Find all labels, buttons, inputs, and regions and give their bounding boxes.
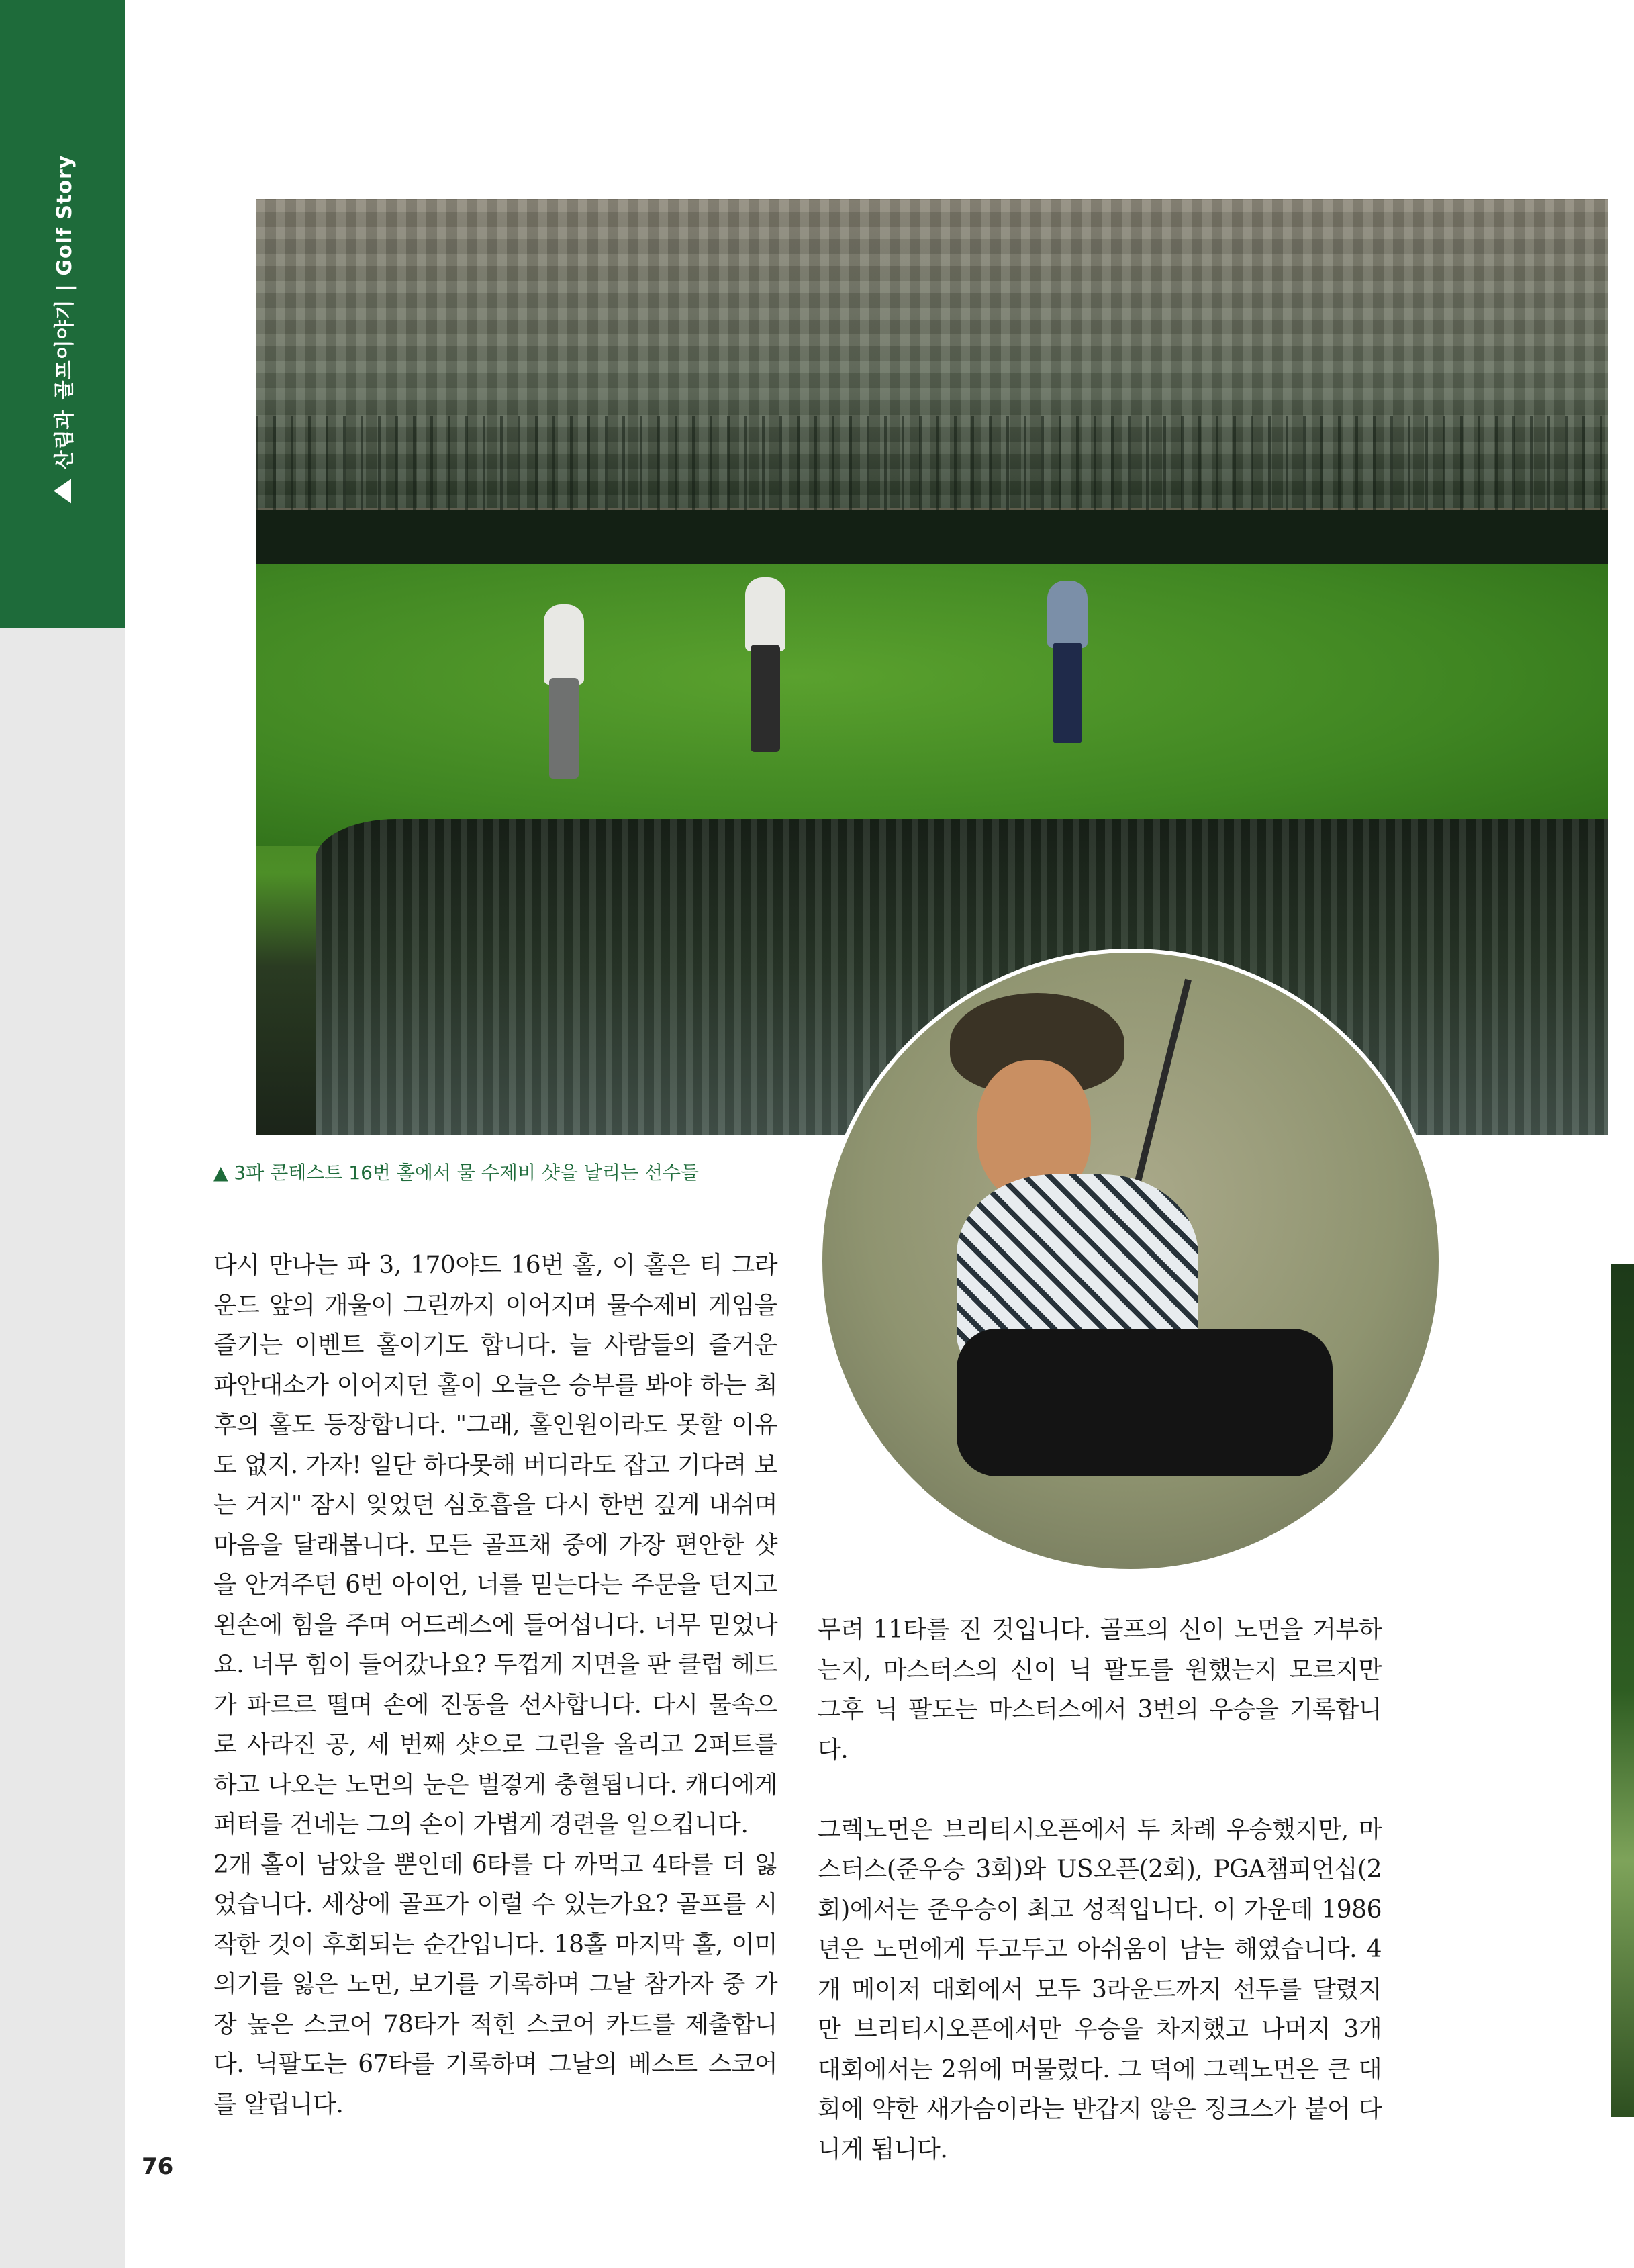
paragraph: 무려 11타를 진 것입니다. 골프의 신이 노먼을 거부하는지, 마스터스의 신이 닉 팔도를 원했는지 모르지만 그후 닉 팔도는 마스터스에서 3번의 우승을 기록합니다. — [818, 1616, 1382, 1764]
paragraph: 그렉노먼은 브리티시오픈에서 두 차례 우승했지만, 마스터스(준우승 3회)와 US오픈(2회), PGA챔피언십(2회)에서는 준우승이 최고 성적입니다. 이 가운데 1986년은 노먼에게 두고두고 아쉬움이 남는 해였습니다. 4개 메이저 대회에서 모두 3라운드까지 선두를 달렸지만 브리티시오픈에서만 우승을 차지했고 나머지 3개 대회에서는 2위에 머물렀다. 그 덕에 그렉노먼은 큰 대회에 약한 새가슴이라는 반갑지 않은 징크스가 붙어 다니게 됩니다. — [818, 1815, 1382, 2163]
section-label — [48, 155, 77, 504]
paragraph: 다시 만나는 파 3, 170야드 16번 홀, 이 홀은 티 그라운드 앞의 개울이 그린까지 이어지며 물수제비 게임을 즐기는 이벤트 홀이기도 합니다. 늘 사람들의 즐거운 파안대소가 이어지던 홀이 오늘은 승부를 봐야 하는 최후의 홀도 등장합니다. "그래, 홀인원이라도 못할 이유도 없지. 가자! 일단 하다못해 버디라도 잡고 기다려 보는 거지" 잠시 잊었던 심호흡을 다시 한번 깊게 내쉬며 마음을 달래봅니다. 모든 골프채 중에 가장 편안한 샷을 안겨주던 6번 아이언, 너를 믿는다는 주문을 던지고 왼손에 힘을 주며 어드레스에 들어섭니다. 너무 믿었나요. 너무 힘이 들어갔나요? 두껍게 지면을 판 클럽 헤드가 파르르 떨며 손에 진동을 선사합니다. 다시 물속으로 사라진 공, 세 번째 샷으로 그린을 올리고 2퍼트를 하고 나오는 노먼의 눈은 벌겋게 충혈됩니다. 캐디에게 퍼터를 건네는 그의 손이 가볍게 경련을 일으킵니다. — [213, 1251, 777, 1838]
stand-wall — [256, 510, 1608, 564]
brand-label: 산림과 — [53, 409, 77, 470]
body-column-left — [213, 1245, 777, 2124]
gallery-railing — [256, 416, 1608, 510]
golfer-figure — [745, 577, 785, 651]
page-number: 76 — [142, 2153, 174, 2180]
mountain-icon — [54, 479, 71, 503]
body-column-right — [818, 1610, 1382, 2169]
next-page-photo-edge — [1611, 1264, 1634, 2117]
greg-norman-photo — [818, 949, 1443, 1573]
golfer-figure — [544, 604, 584, 685]
fairway-grass — [256, 564, 1608, 846]
golfer-figure — [1047, 581, 1088, 648]
section-tab — [0, 0, 125, 628]
photo-caption: ▲ 3파 콘테스트 16번 홀에서 물 수제비 샷을 날리는 선수들 — [213, 1162, 700, 1184]
section-title: 골프이야기 | Golf Story — [53, 154, 77, 400]
paragraph: 2개 홀이 남았을 뿐인데 6타를 다 까먹고 4타를 더 잃었습니다. 세상에 골프가 이럴 수 있는가요? 골프를 시작한 것이 후회되는 순간입니다. 18홀 마지막 홀, 이미 의기를 잃은 노먼, 보기를 기록하며 그날 참가자 중 가장 높은 스코어 78타가 적힌 스코어 카드를 제출합니다. 닉팔도는 67타를 기록하며 그날의 베스트 스코어를 알립니다. — [213, 1850, 777, 2118]
